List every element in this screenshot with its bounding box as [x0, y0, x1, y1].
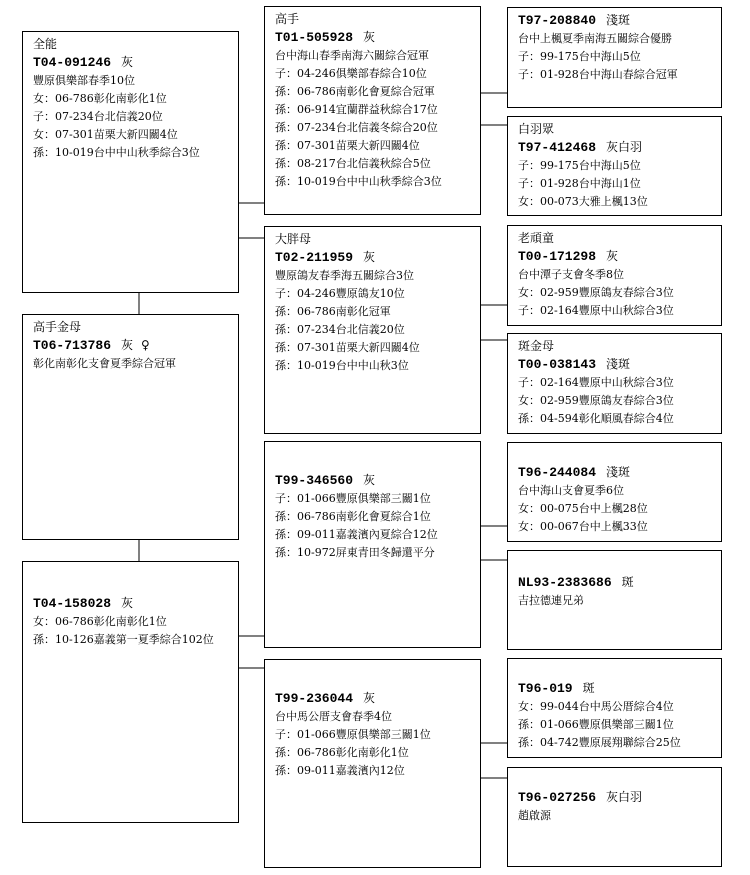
g4-line: 子：02-164豐原中山秋綜合3位 — [518, 376, 674, 389]
gp3-color: 灰 — [363, 473, 376, 487]
gp3-line: 孫：06-786南彰化會夏綜合1位 — [275, 510, 431, 523]
g4-color: 淺斑 — [606, 357, 631, 371]
gp3-box — [264, 441, 481, 648]
gp2-line: 子：04-246豐原鴿友10位 — [275, 287, 405, 300]
g5-color: 淺斑 — [606, 465, 631, 479]
gp1-line: 孫：10-019台中中山秋季綜合3位 — [275, 175, 442, 188]
gp1-line: 孫：06-914宜蘭群益秋綜合17位 — [275, 103, 438, 116]
gp2-line: 孫：10-019台中中山秋3位 — [275, 359, 409, 372]
g8-box — [507, 767, 722, 867]
gp2-color: 灰 — [363, 250, 376, 264]
g3-box — [507, 225, 722, 326]
g6-box — [507, 550, 722, 650]
gp4-line: 孫：06-786彰化南彰化1位 — [275, 746, 409, 759]
gp1-color: 灰 — [363, 30, 376, 44]
g3-line: 台中潭子支會冬季8位 — [518, 268, 624, 281]
gp4-box — [264, 659, 481, 868]
sire-ring: T04-091246 — [33, 55, 112, 70]
g1-line: 子：01-928台中海山春綜合冠軍 — [518, 68, 678, 81]
g4-line: 孫：04-594彰化順風春綜合4位 — [518, 412, 674, 425]
dam-ring: T06-713786 — [33, 338, 112, 353]
gp1-label: 高手 — [275, 12, 300, 26]
g7-box — [507, 658, 722, 758]
dam-line: 彰化南彰化支會夏季綜合冠軍 — [33, 357, 176, 370]
gp2-ring: T02-211959 — [275, 250, 354, 265]
g8-color: 灰白羽 — [606, 790, 643, 804]
gp4-color: 灰 — [363, 691, 376, 705]
g3-ring: T00-171298 — [518, 249, 597, 264]
g1-line: 台中上楓夏季南海五關綜合優勝 — [518, 32, 672, 45]
sire-color: 灰 — [121, 55, 134, 69]
gp3-line: 孫：09-011嘉義濱內夏綜合12位 — [275, 528, 438, 541]
sire-line: 女：06-786彰化南彰化1位 — [33, 92, 167, 105]
g6-ring: NL93-2383686 — [518, 575, 612, 590]
g4-ring: T00-038143 — [518, 357, 597, 372]
gp1-line: 台中海山春季南海六關綜合冠軍 — [275, 49, 429, 62]
g5-box — [507, 442, 722, 542]
sire-label: 全能 — [33, 37, 58, 51]
sire-line: 豐原俱樂部春季10位 — [33, 74, 135, 87]
gp4-line: 孫：09-011嘉義濱內12位 — [275, 764, 405, 777]
g8-ring: T96-027256 — [518, 790, 597, 805]
gp1-box — [264, 6, 481, 215]
g1-line: 子：99-175台中海山5位 — [518, 50, 641, 63]
sire-line: 孫：10-019台中中山秋季綜合3位 — [33, 146, 200, 159]
g2-ring: T97-412468 — [518, 140, 597, 155]
g7-ring: T96-019 — [518, 681, 573, 696]
gp1-line: 子：04-246俱樂部春綜合10位 — [275, 67, 427, 80]
g2-label: 白羽眾 — [518, 122, 555, 136]
g1-color: 淺斑 — [606, 13, 631, 27]
gp3-ring: T99-346560 — [275, 473, 354, 488]
third-box — [22, 561, 239, 823]
g2-line: 女：00-073大雅上楓13位 — [518, 195, 648, 208]
third-color: 灰 — [121, 596, 134, 610]
gp3-line: 子：01-066豐原俱樂部三關1位 — [275, 492, 431, 505]
third-ring: T04-158028 — [33, 596, 112, 611]
gp1-line: 孫：07-234台北信義冬綜合20位 — [275, 121, 438, 134]
gp4-line: 台中馬公厝支會春季4位 — [275, 710, 392, 723]
dam-color: 灰 — [121, 338, 134, 352]
g6-line: 吉拉德連兄弟 — [518, 594, 584, 607]
gp2-box — [264, 226, 481, 434]
g6-color: 斑 — [621, 575, 634, 589]
g3-line: 女：02-959豐原鴿友春綜合3位 — [518, 286, 674, 299]
sire-line: 子：07-234台北信義20位 — [33, 110, 163, 123]
dam-box — [22, 314, 239, 540]
g7-line: 孫：04-742豐原展翔聯綜合25位 — [518, 736, 681, 749]
gp4-ring: T99-236044 — [275, 691, 354, 706]
g8-line: 趙啟源 — [518, 809, 551, 822]
g5-line: 女：00-075台中上楓28位 — [518, 502, 648, 515]
sire-box — [22, 31, 239, 293]
gp4-line: 子：01-066豐原俱樂部三關1位 — [275, 728, 431, 741]
g3-label: 老頑童 — [518, 231, 555, 245]
gp1-line: 孫：07-301苗栗大新四關4位 — [275, 139, 420, 152]
g4-box — [507, 333, 722, 434]
g3-line: 子：02-164豐原中山秋綜合3位 — [518, 304, 674, 317]
g4-line: 女：02-959豐原鴿友春綜合3位 — [518, 394, 674, 407]
gp2-line: 孫：07-301苗栗大新四關4位 — [275, 341, 420, 354]
third-line: 女：06-786彰化南彰化1位 — [33, 615, 167, 628]
g1-ring: T97-208840 — [518, 13, 597, 28]
gp3-line: 孫：10-972屏東青田冬歸還平分 — [275, 546, 435, 559]
g3-color: 灰 — [606, 249, 619, 263]
g1-box — [507, 7, 722, 108]
gp2-line: 孫：06-786南彰化冠軍 — [275, 305, 391, 318]
female-symbol-icon: ♀ — [141, 338, 150, 352]
sire-line: 女：07-301苗栗大新四關4位 — [33, 128, 178, 141]
g7-line: 女：99-044台中馬公厝綜合4位 — [518, 700, 674, 713]
gp1-line: 孫：08-217台北信義秋綜合5位 — [275, 157, 431, 170]
third-line: 孫：10-126嘉義第一夏季綜合102位 — [33, 633, 214, 646]
g4-label: 斑金母 — [518, 339, 555, 353]
gp1-line: 孫：06-786南彰化會夏綜合冠軍 — [275, 85, 435, 98]
gp2-line: 孫：07-234台北信義20位 — [275, 323, 405, 336]
g5-line: 女：00-067台中上楓33位 — [518, 520, 648, 533]
gp1-ring: T01-505928 — [275, 30, 354, 45]
g2-line: 子：99-175台中海山5位 — [518, 159, 641, 172]
g2-line: 子：01-928台中海山1位 — [518, 177, 641, 190]
gp2-label: 大胖母 — [275, 232, 312, 246]
g2-box — [507, 116, 722, 216]
g5-ring: T96-244084 — [518, 465, 597, 480]
g2-color: 灰白羽 — [606, 140, 643, 154]
g7-color: 斑 — [582, 681, 595, 695]
gp2-line: 豐原鴿友春季海五關綜合3位 — [275, 269, 414, 282]
g7-line: 孫：01-066豐原俱樂部三關1位 — [518, 718, 674, 731]
dam-label: 高手金母 — [33, 320, 82, 334]
g5-line: 台中海山支會夏季6位 — [518, 484, 624, 497]
